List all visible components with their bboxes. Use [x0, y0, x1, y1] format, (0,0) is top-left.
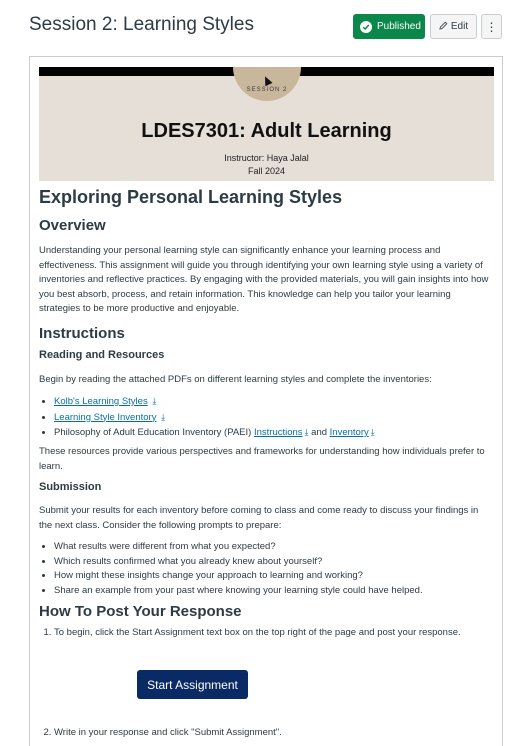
banner-course-title: LDES7301: Adult Learning: [141, 120, 392, 142]
session-badge-text: SESSION 2: [246, 87, 288, 93]
resources-text: These resources provide various perspectives and frameworks for understanding how individuals prefer to learn.: [39, 446, 485, 472]
assignment-content: [29, 56, 503, 746]
list-item: • Which results confirmed what you already knew about yourself?: [54, 555, 494, 570]
start-assignment-button[interactable]: Start Assignment: [137, 670, 248, 699]
list-item: • What results were different from what you expected?: [54, 540, 494, 555]
published-label: Published: [377, 21, 421, 32]
more-options-button[interactable]: [481, 14, 502, 39]
download-icon[interactable]: ⤓: [152, 396, 157, 406]
list-item: 2. Write in your response and click "Submit Assignment".: [54, 726, 494, 741]
banner-instructor: Instructor: Haya Jalal: [224, 153, 309, 163]
prompt-list: [54, 540, 494, 598]
download-icon[interactable]: ⤓: [161, 411, 166, 422]
download-icon[interactable]: ⤓: [304, 427, 309, 437]
page-title: Session 2: Learning Styles: [29, 14, 254, 35]
paei-instructions-link[interactable]: Instructions: [253, 427, 303, 438]
overview-heading: Overview: [39, 217, 106, 234]
submission-heading: Submission: [39, 481, 102, 493]
list-item: [54, 410, 494, 426]
pencil-icon: [439, 21, 448, 33]
instructions-heading: Instructions: [39, 325, 125, 342]
banner-term: Fall 2024: [247, 166, 286, 176]
published-button[interactable]: [353, 14, 425, 39]
overview-text: Understanding your personal learning style can significantly enhance your learning process and effectiveness. This assignment will guide you through identifying your own learning style using a variety of inventories and reflective practices. By engaging with the provided materials, you will gain insights into how you best absorb, process, and retain information. This knowledge can help you tailor your learning strategies to be more productive and enjoyable.: [39, 245, 489, 314]
list-item: • How might these insights change your approach to learning and working?: [54, 569, 494, 584]
kolb-link[interactable]: Kolb's Learning Styles: [54, 396, 148, 407]
list-item: • Share an example from your past where knowing your learning style could have helped.: [54, 584, 494, 599]
edit-button[interactable]: [430, 14, 477, 39]
reading-heading: Reading and Resources: [39, 349, 165, 361]
page-header: [0, 0, 522, 54]
post-heading: How To Post Your Response: [39, 603, 242, 620]
paei-inventory-link[interactable]: Inventory: [329, 427, 369, 438]
main-heading: Exploring Personal Learning Styles: [39, 187, 343, 207]
list-item: 1. To begin, click the Start Assignment text box on the top right of the page and post your response.: [54, 626, 494, 641]
list-item: [54, 425, 494, 441]
paei-and: and: [308, 427, 330, 438]
check-circle-icon: [360, 21, 372, 33]
reading-text: Begin by reading the attached PDFs on different learning styles and complete the inventories:: [39, 374, 432, 385]
steps-list-continued: [54, 726, 494, 741]
paei-label: Philosophy of Adult Education Inventory (PAEI): [54, 427, 254, 438]
resource-list: [54, 394, 494, 441]
course-banner: [39, 67, 494, 181]
kebab-menu-icon: ⋮: [485, 19, 498, 34]
steps-list: [54, 626, 494, 641]
submission-text: Submit your results for each inventory before coming to class and come ready to discuss your findings in the next class. Consider the following prompts to prepare:: [39, 505, 479, 531]
learning-style-inventory-link[interactable]: Learning Style Inventory: [54, 411, 157, 423]
edit-label: Edit: [450, 21, 469, 32]
list-item: [54, 394, 494, 410]
download-icon[interactable]: ⤓: [370, 427, 375, 437]
